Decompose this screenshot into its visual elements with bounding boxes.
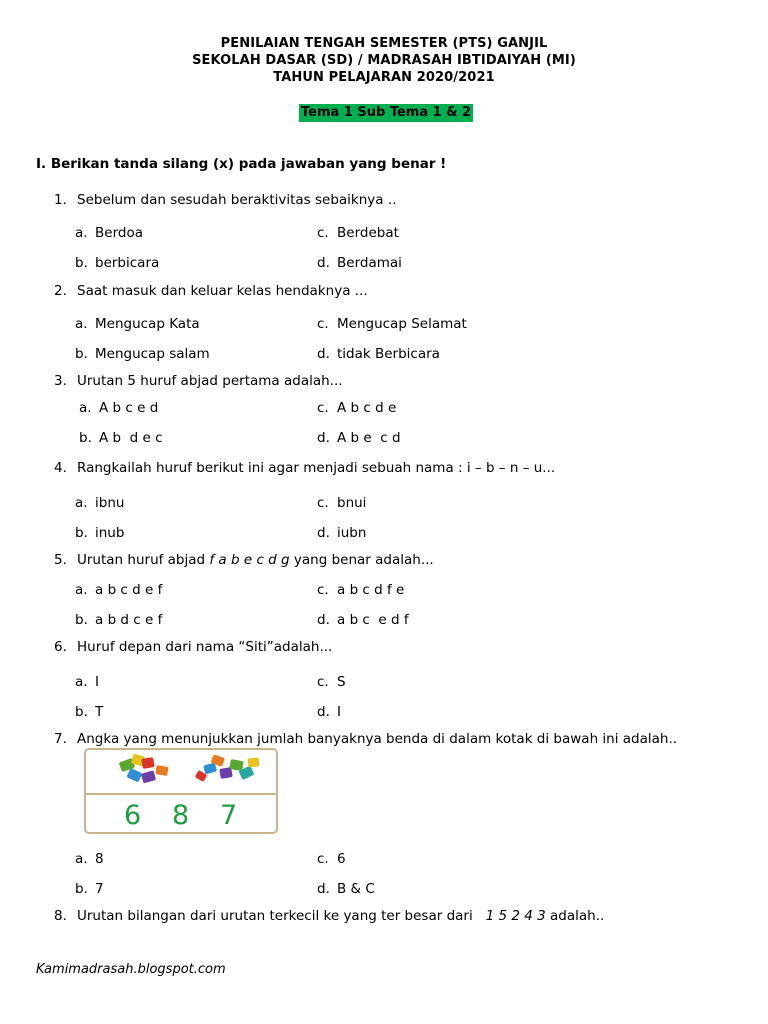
footer-source: Kamimadrasah.blogspot.com bbox=[36, 962, 226, 977]
option-7a[interactable] bbox=[75, 851, 104, 867]
option-5d[interactable] bbox=[317, 612, 409, 628]
question-text-pre: Urutan huruf abjad bbox=[77, 552, 210, 568]
question-8 bbox=[54, 908, 604, 924]
header-title-1: PENILAIAN TENGAH SEMESTER (PTS) GANJIL bbox=[220, 36, 548, 51]
option-3d[interactable] bbox=[317, 430, 401, 446]
option-text: T bbox=[95, 704, 104, 720]
option-text: ibnu bbox=[95, 495, 125, 511]
pencil-sharpeners-image bbox=[86, 750, 276, 792]
option-3a[interactable] bbox=[79, 400, 158, 416]
option-text: berbicara bbox=[95, 255, 160, 271]
option-text: 6 bbox=[337, 851, 346, 867]
question-7 bbox=[54, 731, 677, 747]
option-1d[interactable] bbox=[317, 255, 402, 271]
tema-label: Tema 1 Sub Tema 1 & 2 bbox=[301, 105, 472, 120]
option-letter: a. bbox=[75, 495, 88, 511]
option-text: 7 bbox=[95, 881, 104, 897]
option-text: Berdamai bbox=[337, 255, 402, 271]
option-text: Mengucap Kata bbox=[95, 316, 200, 332]
question-text: Sebelum dan sesudah beraktivitas sebaiknya .. bbox=[77, 192, 397, 208]
question-numbers-italic: 1 5 2 4 3 bbox=[485, 908, 546, 924]
question-text: Angka yang menunjukkan jumlah banyaknya benda di dalam kotak di bawah ini adalah.. bbox=[77, 731, 678, 747]
question-3 bbox=[54, 373, 343, 389]
section-instruction: I. Berikan tanda silang (x) pada jawaban yang benar ! bbox=[36, 156, 447, 172]
option-4a[interactable] bbox=[75, 495, 124, 511]
option-5c[interactable] bbox=[317, 582, 404, 598]
option-1a[interactable] bbox=[75, 225, 143, 241]
option-2a[interactable] bbox=[75, 316, 200, 332]
figure-number-1: 6 bbox=[124, 800, 142, 831]
option-7d[interactable] bbox=[317, 881, 375, 897]
question-number: 5. bbox=[54, 552, 67, 568]
option-letter: b. bbox=[75, 704, 88, 720]
question-letters-italic: f a b e c d g bbox=[209, 552, 290, 568]
option-letter: a. bbox=[75, 582, 88, 598]
option-letter: d. bbox=[317, 346, 330, 362]
option-text: I bbox=[95, 674, 99, 690]
option-letter: a. bbox=[75, 674, 88, 690]
option-letter: d. bbox=[317, 704, 330, 720]
option-text: a b d c e f bbox=[95, 612, 163, 628]
option-letter: a. bbox=[75, 851, 88, 867]
option-letter: c. bbox=[317, 495, 329, 511]
option-text: Mengucap Selamat bbox=[337, 316, 467, 332]
option-7b[interactable] bbox=[75, 881, 104, 897]
option-letter: c. bbox=[317, 582, 329, 598]
option-5a[interactable] bbox=[75, 582, 162, 598]
option-letter: b. bbox=[75, 346, 88, 362]
question-text-pre: Urutan bilangan dari urutan terkecil ke yang ter besar dari bbox=[77, 908, 486, 924]
question-number: 4. bbox=[54, 460, 67, 476]
option-text: 8 bbox=[95, 851, 104, 867]
option-6d[interactable] bbox=[317, 704, 341, 720]
option-6a[interactable] bbox=[75, 674, 99, 690]
option-letter: c. bbox=[317, 225, 329, 241]
question-text-post: yang benar adalah... bbox=[289, 552, 434, 568]
header-title-2: SEKOLAH DASAR (SD) / MADRASAH IBTIDAIYAH (MI) bbox=[192, 53, 576, 68]
question-5 bbox=[54, 552, 434, 568]
option-7c[interactable] bbox=[317, 851, 346, 867]
option-letter: d. bbox=[317, 881, 330, 897]
question-text: Rangkailah huruf berikut ini agar menjadi sebuah nama : i – b – n – u... bbox=[77, 460, 556, 476]
question-1 bbox=[54, 192, 396, 208]
option-letter: c. bbox=[317, 674, 329, 690]
question-text-post: adalah.. bbox=[545, 908, 605, 924]
option-text: Berdoa bbox=[95, 225, 143, 241]
sharpener-count-figure bbox=[84, 748, 278, 834]
option-text: B & C bbox=[337, 881, 375, 897]
question-text: Huruf depan dari nama “Siti”adalah... bbox=[77, 639, 333, 655]
option-1c[interactable] bbox=[317, 225, 399, 241]
option-letter: b. bbox=[79, 430, 92, 446]
option-text: a b c d f e bbox=[337, 582, 405, 598]
option-letter: d. bbox=[317, 430, 330, 446]
option-4d[interactable] bbox=[317, 525, 366, 541]
option-text: A b c e d bbox=[99, 400, 159, 416]
question-text: Saat masuk dan keluar kelas hendaknya ... bbox=[77, 283, 368, 299]
question-4 bbox=[54, 460, 555, 476]
option-2d[interactable] bbox=[317, 346, 440, 362]
question-number: 8. bbox=[54, 908, 67, 924]
option-letter: c. bbox=[317, 316, 329, 332]
option-letter: d. bbox=[317, 612, 330, 628]
option-text: I bbox=[337, 704, 341, 720]
option-letter: d. bbox=[317, 525, 330, 541]
option-text: a b c e d f bbox=[337, 612, 409, 628]
option-3b[interactable] bbox=[79, 430, 163, 446]
header-title-3: TAHUN PELAJARAN 2020/2021 bbox=[273, 70, 495, 85]
option-6b[interactable] bbox=[75, 704, 103, 720]
option-2b[interactable] bbox=[75, 346, 210, 362]
figure-number-3: 7 bbox=[220, 800, 238, 831]
option-text: bnui bbox=[337, 495, 367, 511]
option-letter: c. bbox=[317, 400, 329, 416]
option-letter: b. bbox=[75, 525, 88, 541]
option-text: iubn bbox=[337, 525, 367, 541]
option-letter: b. bbox=[75, 881, 88, 897]
option-letter: a. bbox=[75, 316, 88, 332]
sharpener-group-right bbox=[195, 754, 260, 782]
question-number: 6. bbox=[54, 639, 67, 655]
option-letter: d. bbox=[317, 255, 330, 271]
sharpener-group-left bbox=[119, 754, 169, 784]
question-number: 7. bbox=[54, 731, 67, 747]
option-text: A b d e c bbox=[99, 430, 163, 446]
option-6c[interactable] bbox=[317, 674, 346, 690]
option-1b[interactable] bbox=[75, 255, 159, 271]
option-text: Berdebat bbox=[337, 225, 399, 241]
figure-number-2: 8 bbox=[172, 800, 190, 831]
question-6 bbox=[54, 639, 332, 655]
option-3c[interactable] bbox=[317, 400, 396, 416]
option-letter: a. bbox=[79, 400, 92, 416]
option-text: A b e c d bbox=[337, 430, 401, 446]
question-number: 2. bbox=[54, 283, 67, 299]
option-text: inub bbox=[95, 525, 125, 541]
option-text: tidak Berbicara bbox=[337, 346, 440, 362]
option-2c[interactable] bbox=[317, 316, 467, 332]
option-text: a b c d e f bbox=[95, 582, 163, 598]
question-text: Urutan 5 huruf abjad pertama adalah... bbox=[77, 373, 343, 389]
option-4c[interactable] bbox=[317, 495, 366, 511]
option-letter: b. bbox=[75, 612, 88, 628]
option-text: S bbox=[337, 674, 346, 690]
option-5b[interactable] bbox=[75, 612, 162, 628]
figure-divider bbox=[86, 793, 276, 795]
question-number: 1. bbox=[54, 192, 67, 208]
option-text: Mengucap salam bbox=[95, 346, 210, 362]
question-number: 3. bbox=[54, 373, 67, 389]
option-letter: c. bbox=[317, 851, 329, 867]
option-text: A b c d e bbox=[337, 400, 397, 416]
option-4b[interactable] bbox=[75, 525, 124, 541]
question-2 bbox=[54, 283, 368, 299]
option-letter: a. bbox=[75, 225, 88, 241]
option-letter: b. bbox=[75, 255, 88, 271]
